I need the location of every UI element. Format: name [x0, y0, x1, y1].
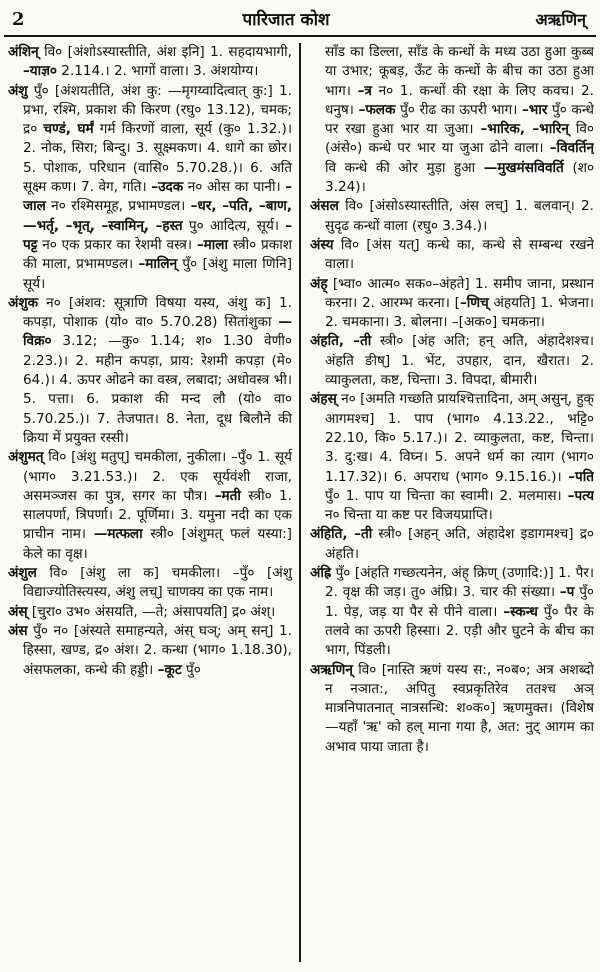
- guide-word: अऋणिन्: [535, 10, 586, 29]
- dictionary-entry: [310, 564, 594, 660]
- entry-headword-run: –त्र: [357, 82, 372, 99]
- entry-text-run: न० रश्मिसमूह, प्रभामण्डल।: [45, 198, 191, 215]
- entry-text-run: पुँ० [अंहति गच्छत्यनेन, अंह् क्रिण् (उणादि:)] 1. पैर। 2. वृक्ष की जड़। तु० अंघ्रि। 3. चार की संख्या।: [325, 565, 594, 601]
- entry-headword-run: अंशु: [8, 82, 28, 99]
- entry-headword-run: –स्कन्ध: [503, 603, 538, 620]
- entry-text-run: स्त्री० [अहन् अति, अंहादेश इडागमश्च] द्र० अंहति।: [325, 526, 594, 562]
- entry-text-run: स्त्री० [अंह अति; हन् अति, अंहादेशश्च। अंहति ङीष्] 1. भेंट, उपहार, दान, खैरात। 2. व्याकुलता, कष्ट, चिन्ता। 3. विपदा, बीमारी।: [325, 333, 594, 389]
- entry-text-run: वि० [नास्ति ऋणं यस्य स:, न०ब०; अत्र अशब्दो न नञात:, अपितु स्वप्रकृतिरेव ततश्च अञ् मात्रनिपातनात् नात्रसन्धि: श०क०] ऋणमुक्त। (विशेष—यहाँ 'ऋ' को हल् माना गया है, अत: नुट् आगम का अभाव पाया जाता है।: [325, 661, 594, 755]
- entry-headword-run: –कूट: [157, 661, 182, 678]
- dictionary-entry: [310, 332, 594, 390]
- entry-headword-run: अंशिन्: [8, 44, 39, 60]
- entry-headword-run: अंशुल: [8, 565, 37, 582]
- entry-headword-run: –याज्ञ०: [23, 63, 57, 80]
- entry-text-run: पुँ० 1. पेड़, जड़ या पैर से पीने वाला।: [325, 584, 594, 620]
- entry-text-run: स्त्री० 1. सालपर्णा, त्रिपर्णा। 2. पूर्णिमा। 3. यमुना नदी का एक प्राचीन नाम।: [23, 487, 292, 543]
- right-column: [301, 43, 594, 962]
- entry-text-run: पुँ० कन्धे पर रखा हुआ भार या जुआ।: [325, 101, 594, 138]
- entry-headword-run: अंसल: [310, 198, 339, 215]
- dictionary-entry: [8, 43, 292, 82]
- entry-text-run: पुँ० 1. पाप या चिन्ता का स्वामी। 2. मलमास।: [325, 487, 568, 504]
- entry-text-run: वि० [अंसोऽस्यास्तीति, अंस लच्] 1. बलवान्। 2. सुदृढ कन्धों वाला (रघु० 3.34.)।: [325, 198, 594, 234]
- entry-text-run: पुँ० [अंशु माला णिनि] सूर्य।: [23, 256, 292, 292]
- entry-text-run: [भ्वा० आत्म० सक०–अंहते] 1. समीप जाना, प्रस्थान करना। 2. आरम्भ करना। [: [325, 275, 594, 311]
- dictionary-columns: [0, 37, 600, 962]
- entry-headword-run: अंस: [8, 622, 28, 639]
- entry-text-run: न० चिन्ता या कष्ट पर विजयप्राप्ति।: [325, 507, 493, 524]
- entry-text-run: पुँ० पैर के तलवे का ऊपरी हिस्सा। 2. एड़ी और घुटने के बीच का भाग, पिंडली।: [325, 603, 594, 659]
- entry-text-run: न० एक प्रकार का रेशमी वस्त्र।: [37, 236, 197, 253]
- entry-headword-run: —मुखमंसविवर्ति: [483, 159, 564, 176]
- entry-text-run: पुँ० [अंशयतीति, अंश कु: —मृगय्वादित्वात् कु:] 1. प्रभा, रश्मि, प्रकाश की किरण (रघु० 13.12), चमक; द्र०: [23, 82, 292, 138]
- entry-text-run: गर्म किरणों वाला, सूर्य (कु० 1.32.)। 2. नोक, सिरा; बिन्दु। 3. सूक्ष्मकण। 4. धागे का छोर। 5. पोशाक, परिधान (वासि० 5.70.28.)। 6. अति सूक्ष्म कण। 7. वेग, गति।: [23, 121, 293, 196]
- entry-headword-run: अंस्: [8, 603, 28, 620]
- entry-headword-run: –पति: [568, 468, 594, 485]
- entry-headword-run: –पट्ट: [23, 217, 292, 253]
- entry-headword-run: चण्डं, घर्मं: [43, 121, 94, 138]
- entry-text-run: पुँ० न० [अंस्यते समाहन्यते, अंस् घञ्; अम् सन्] 1. हिस्सा, खण्ड, द्र० अंश। 2. कन्धा (भाग० 1.18.30), अंसफलका, कन्धे की हड्डी।: [23, 622, 292, 678]
- entry-text-run: स्त्री० [अंशुमत् फलं यस्या:] केले का वृक्ष।: [23, 526, 292, 562]
- entry-headword-run: –विवर्तिन्: [549, 140, 594, 157]
- dictionary-entry: [310, 197, 594, 236]
- entry-text-run: (श० 3.24)।: [325, 159, 594, 196]
- entry-headword-run: –मालिन्: [138, 256, 178, 273]
- entry-headword-run: –उदक: [151, 179, 184, 196]
- entry-text-run: पु० आदित्य, सूर्य।: [182, 217, 286, 234]
- dictionary-entry: [8, 622, 292, 680]
- entry-headword-run: –धर, –पति, –बाण, —भर्तृ, –भृत्, –स्वामिन्, –हस्त: [23, 198, 292, 234]
- entry-headword-run: —विक्र०: [23, 314, 292, 350]
- dictionary-entry: [8, 82, 292, 294]
- dictionary-entry: [310, 525, 594, 564]
- entry-headword-run: अंशुमत्: [8, 449, 44, 466]
- entry-text-run: स्त्री० प्रकाश की माला, प्रभामण्डल।: [23, 236, 292, 273]
- entry-text-run: वि कन्धे की ओर मुड़ा हुआ: [325, 159, 484, 176]
- entry-text-run: न० [अमति गच्छति प्रायश्चित्तादिना, अम् असुन्, हुक् आगमश्च] 1. पाप (भाग० 4.13.22., भट्टि० 22.10, कि० 5.17.)। 2. व्याकुलता, कष्ट, चिन्ता। 3. दु:ख। 4. विघ्न। 5. अपने धर्म का त्याग (भाग० 1.17.32)। 6. अपराध (भाग० 9.15.16.)।: [325, 391, 594, 485]
- entry-text-run: वि० [अंशु ला क] चमकीला। –पुँ० [अंशु विद्याज्योतिस्त्यस्य, अंशु लच्] चाणक्य का एक नाम।: [23, 565, 292, 601]
- dictionary-entry: [310, 661, 594, 757]
- entry-text-run: पुँ०: [181, 661, 201, 678]
- entry-text-run: 3.12; —कु० 1.14; श० 1.30 वेणी० 2.23.)। 2. महीन कपड़ा, प्राय: रेशमी कपड़ा (मे० 64.)। 4. ऊपर ओढने का वस्त्र, लबादा; अधोवस्त्र भी। 5. पत्ता। 6. प्रकाश की मन्द लौ (यो० वा० 5.70.25.)। 7. तेजपात। 8. नेता, दूध बिलौने की क्रिया में प्रयुक्त रस्सी।: [23, 333, 292, 446]
- entry-text-run: न० 1. कन्धों की रक्षा के लिए कवच। 2. धनुष।: [325, 82, 594, 118]
- entry-headword-run: –भार: [521, 101, 548, 118]
- dictionary-entry: [8, 294, 292, 448]
- entry-headword-run: अंह्रि: [310, 565, 332, 582]
- dictionary-entry: [8, 603, 292, 622]
- dictionary-entry: [8, 564, 292, 603]
- page-number: 2: [12, 9, 25, 30]
- entry-text-run: वि० [अंशोऽस्यास्तीति, अंश इनि] 1. सहदायभागी,: [38, 44, 292, 60]
- entry-headword-run: अंहति, –ती: [310, 333, 372, 350]
- entry-text-run: न० ओस का पानी।: [183, 179, 286, 196]
- entry-headword-run: –मती: [214, 487, 241, 504]
- entry-headword-run: –भारिक, –भारिन्: [480, 121, 569, 138]
- dictionary-entry: [8, 448, 292, 564]
- entry-headword-run: –पत्य: [567, 487, 594, 504]
- entry-headword-run: –प: [559, 584, 575, 601]
- entry-headword-run: अऋणिन्: [310, 661, 353, 678]
- left-column: [8, 43, 299, 962]
- entry-headword-run: –फलक: [358, 101, 396, 118]
- entry-headword-run: अंहिति, –ती: [310, 526, 373, 543]
- entry-headword-run: –माला: [196, 236, 229, 253]
- entry-headword-run: अंस्य: [310, 236, 334, 253]
- entry-text-run: न० [अंशव: सूत्राणि विषया यस्य, अंशु क] 1. कपड़ा, पोशाक (यो० वा० 5.70.28) सितांशुका: [23, 294, 292, 331]
- page-title: पारिजात कोश: [242, 10, 330, 30]
- dictionary-entry: [310, 43, 594, 197]
- page-header: [0, 0, 600, 33]
- entry-text-run: 2.114.। 2. भागों वाला। 3. अंशयोग्य।: [56, 63, 259, 80]
- entry-text-run: वि० (अंसे०) कन्धे पर भार या जुआ ढोने वाला।: [325, 121, 594, 157]
- dictionary-entry: [310, 390, 594, 525]
- entry-headword-run: अंशुक: [8, 294, 39, 311]
- entry-headword-run: अंहस्: [310, 391, 337, 408]
- entry-headword-run: –णिच्: [459, 294, 489, 311]
- entry-text-run: पुँ० रीढ का ऊपरी भाग।: [395, 101, 522, 118]
- entry-text-run: वि० [अंशु मतुप्] चमकीला, नुकीला। –पुँ० 1. सूर्य (भाग० 3.21.53.)। 2. एक सूर्यवंशी राजा, असमञ्जस का पुत्र, सगर का पौत्र।: [23, 449, 292, 504]
- entry-headword-run: —मत्फला: [93, 526, 143, 543]
- entry-text-run: वि० [अंस यत्] कन्धे का, कन्धे से सम्बन्ध रखने वाला।: [325, 236, 594, 273]
- entry-headword-run: –जाल: [23, 179, 292, 215]
- entry-text-run: [चुरा० उभ० अंसयति, —ते; अंसापयति] द्र० अंश्।: [27, 603, 276, 620]
- entry-headword-run: अंह्: [310, 275, 328, 292]
- entry-text-run: अंहयति] 1. भेजना। 2. चमकाना। 3. बोलना। –[अक०] चमकना।: [325, 294, 594, 331]
- entry-text-run: साँड का डिल्ला, साँड के कन्धों के मध्य उठा हुआ कुब्ब या उभार; कूबड़, ऊँट के कन्धों के बीच का उठा हुआ भाग।: [325, 44, 594, 99]
- dictionary-entry: [310, 236, 594, 275]
- dictionary-entry: [310, 275, 594, 333]
